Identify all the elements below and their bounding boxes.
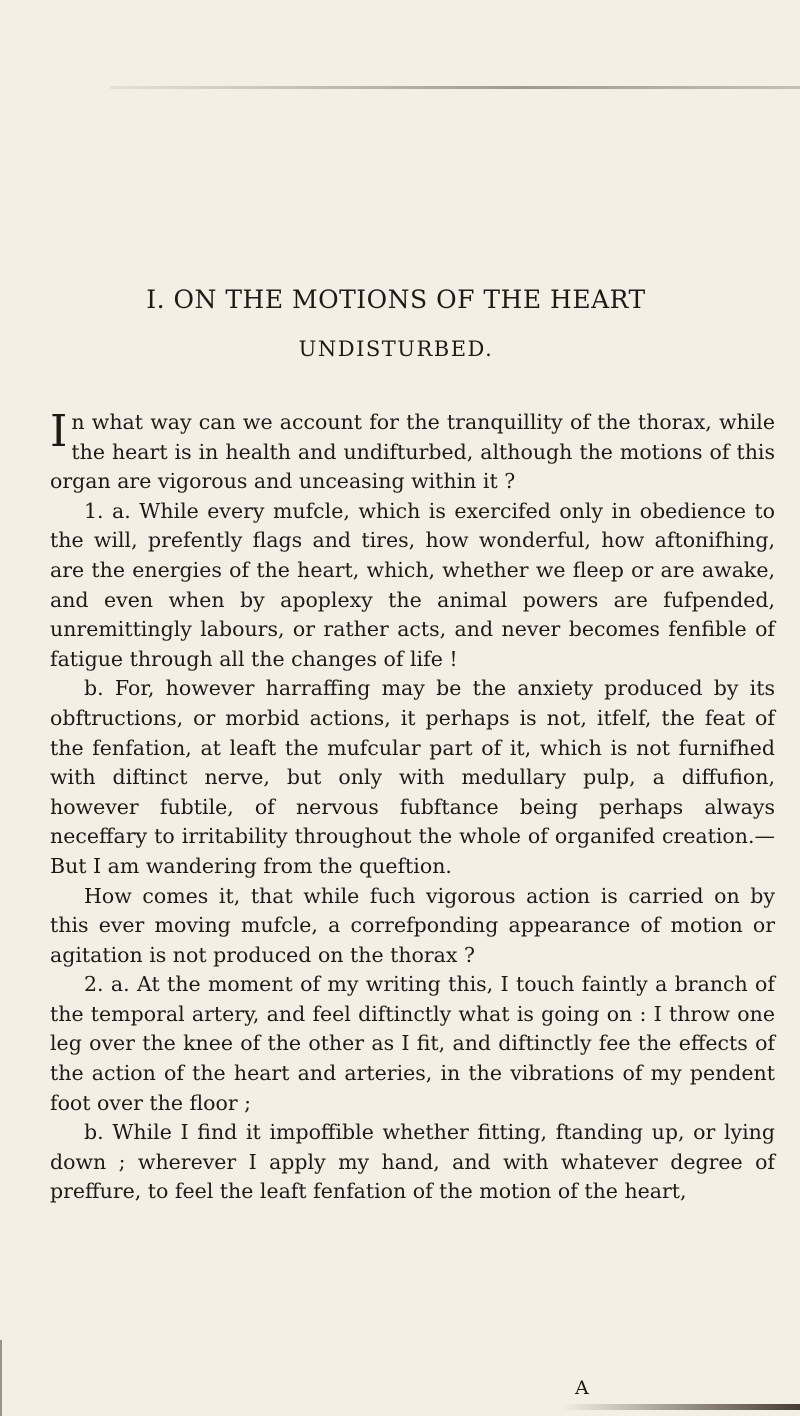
catchword: A: [575, 1377, 589, 1399]
bottom-rule: [560, 1404, 800, 1410]
paragraph-1a: 1. a. While every mufcle, which is exercifed only in obedience to the will, prefently flags and tires, how wonderful, how aftonifhing, are the energies of the heart, which, whether we fleep or are awake, and even when by apoplexy the animal powers are fufpended, unremittingly labours, or rather acts, and never becomes fenfible of fatigue through all the changes of life !: [50, 498, 775, 671]
paragraph-2a: 2. a. At the moment of my writing this, I touch faintly a branch of the temporal artery, and feel diftinctly what is going on : I throw one leg over the knee of the other as I fit, and diftinctly fee the effects of the action of the heart and arteries, in the vibrations of my pendent foot over the floor ;: [50, 972, 775, 1115]
chapter-heading: I. ON THE MOTIONS OF THE HEART: [146, 285, 646, 314]
margin-mark: [0, 1340, 2, 1416]
body-text: [50, 408, 775, 1207]
paragraph-1b: b. For, however harraffing may be the anxiety produced by its obftructions, or morbid actions, it perhaps is not, itfelf, the feat of the fenfation, at leaft the mufcular part of it, which is not furnifhed with diftinct nerve, but only with medullary pulp, a diffufion, however fubtile, of nervous fubftance being perhaps always neceffary to irritability throughout the whole of organifed creation.—But I am wandering from the queftion.: [50, 676, 775, 878]
chapter-subheading: UNDISTURBED.: [298, 337, 494, 361]
paragraph-intro: In what way can we account for the tranquillity of the thorax, while the heart is in health and undifturbed, although the motions of this organ are vigorous and unceasing within it ?: [50, 406, 775, 494]
top-rule: [110, 86, 800, 89]
paragraph-question: How comes it, that while fuch vigorous action is carried on by this ever moving mufcle, a correfponding appearance of motion or agitation is not produced on the thorax ?: [50, 883, 775, 967]
paragraph-2b: b. While I find it impoffible whether fitting, ftanding up, or lying down ; wherever I apply my hand, and with whatever degree of preffure, to feel the leaft fenfation of the motion of the heart,: [50, 1120, 775, 1204]
